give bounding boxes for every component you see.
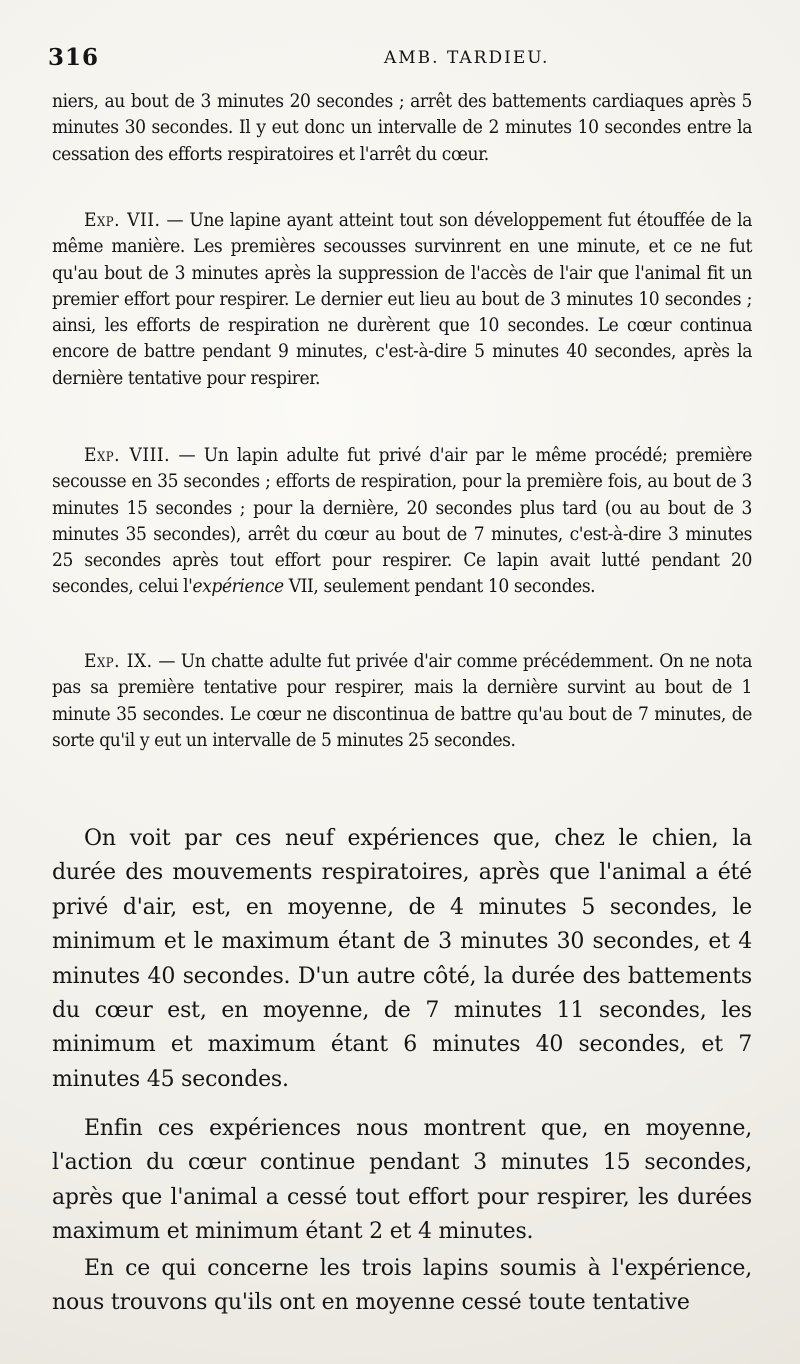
exp-ix-text: — Un chatte adulte fut privée d'air comme précédemment. On ne nota pas sa première tentative pour respirer, mais la dernière survint au bout de 1 minute 35 secondes. Le cœur ne discontinua de battre qu'au bout de 7 minutes, de sorte qu'il y eut un intervalle de 5 minutes 25 secondes. xyxy=(52,650,753,751)
exp-vii-text: — Une lapine ayant atteint tout son développement fut étouffée de la même manière. Les premières secousses survinrent en une minute, et ce ne fut qu'au bout de 3 minutes après la suppression de l'accès de l'air que l'animal fit un premier effort pour respirer. Le dernier eut lieu au bout de 3 minutes 10 secondes ; ainsi, les efforts de respiration ne durèrent que 10 secondes. Le cœur continua encore de battre pendant 9 minutes, c'est-à-dire 5 minutes 40 secondes, après la dernière tentative pour respirer. xyxy=(52,209,752,389)
paragraph-exp-vii xyxy=(52,207,752,391)
exp-vii-label: Exp. VII. xyxy=(84,209,161,231)
exp-viii-label: Exp. VIII. xyxy=(84,444,171,466)
paragraph-rabbits: En ce qui concerne les trois lapins soumis à l'expérience, nous trouvons qu'ils ont en moyenne cessé toute tentative xyxy=(52,1256,752,1316)
exp-viii-text-end: VII, seulement pendant 10 secondes. xyxy=(283,575,596,598)
exp-ix-label: Exp. IX. xyxy=(84,650,153,672)
paragraph-summary-heart: Enfin ces expériences nous montrent que, en moyenne, l'action du cœur continue pendant 3 minutes 15 secondes, après que l'animal a cessé tout effort pour respirer, les durées maximum et minimum étant 2 et 4 minutes. xyxy=(52,1116,752,1245)
page-number: 316 xyxy=(48,44,100,71)
exp-viii-text: — Un lapin adulte fut privé d'air par le même procédé; première secousse en 35 secondes ; efforts de respiration, pour la première fois, au bout de 3 minutes 15 secondes ; pour la dernière, 20 secondes plus tard (ou au bout de 3 minutes 35 secondes), arrêt du cœur au bout de 7 minutes, c'est-à-dire 3 minutes 25 secondes après tout effort pour respirer. Ce lapin avait lutté pendant 20 secondes, celui l' xyxy=(52,444,753,598)
paragraph-continuation: niers, au bout de 3 minutes 20 secondes ; arrêt des battements cardiaques après 5 minutes 30 secondes. Il y eut donc un intervalle de 2 minutes 10 secondes entre la cessation des efforts respiratoires et l'arrêt du cœur. xyxy=(52,90,752,165)
running-title: AMB. TARDIEU. xyxy=(384,48,550,68)
page-header xyxy=(48,44,748,74)
paragraph-exp-ix xyxy=(52,648,752,753)
paragraph-summary-dogs: On voit par ces neuf expériences que, chez le chien, la durée des mouvements respiratoires, après que l'animal a été privé d'air, est, en moyenne, de 4 minutes 5 secondes, le minimum et le maximum étant de 3 minutes 30 secondes, et 4 minutes 40 secondes. D'un autre côté, la durée des battements du cœur est, en moyenne, de 7 minutes 11 secondes, les minimum et maximum étant 6 minutes 40 secondes, et 7 minutes 45 secondes. xyxy=(52,826,752,1092)
paragraph-exp-viii xyxy=(52,442,752,600)
exp-viii-italic: expérience xyxy=(192,575,284,598)
